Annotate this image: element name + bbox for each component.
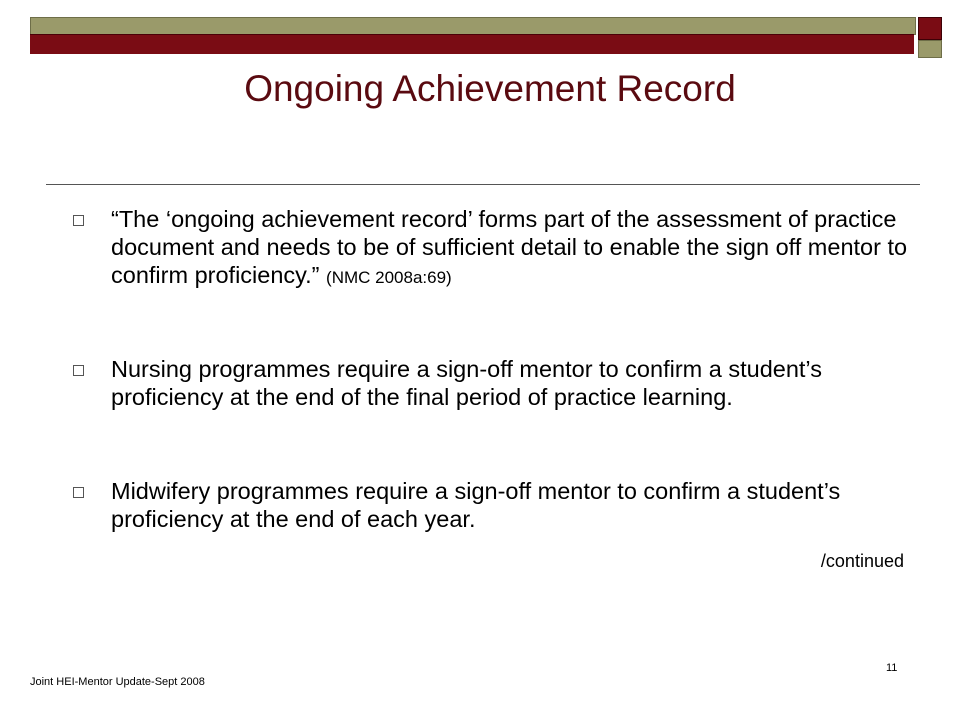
hollow-square-icon	[73, 215, 84, 226]
bullet-quote-text: “The ‘ongoing achievement record’ forms part of the assessment of practice document and needs to be of sufficient detail to enable the sign off mentor to confirm proficiency.”	[111, 206, 908, 288]
title-divider	[46, 184, 920, 185]
hollow-square-icon	[73, 487, 84, 498]
footer-text: Joint HEI-Mentor Update-Sept 2008	[30, 676, 205, 688]
corner-block-olive	[918, 40, 942, 58]
bullet-citation: (NMC 2008a:69)	[326, 268, 452, 287]
continued-label: /continued	[820, 551, 904, 571]
corner-block-maroon	[918, 17, 942, 40]
hollow-square-icon	[73, 365, 84, 376]
slide-title: Ongoing Achievement Record	[244, 68, 736, 109]
header-band-olive	[30, 17, 916, 35]
bullet-text: Nursing programmes require a sign-off mentor to confirm a student’s proficiency at the end of the final period of practice learning.	[111, 356, 822, 410]
page-number: 11	[886, 662, 898, 674]
header-band-maroon	[30, 34, 914, 54]
bullet-text	[111, 205, 911, 292]
bullet-text: Midwifery programmes require a sign-off mentor to confirm a student’s proficiency at the end of each year.	[111, 478, 841, 532]
